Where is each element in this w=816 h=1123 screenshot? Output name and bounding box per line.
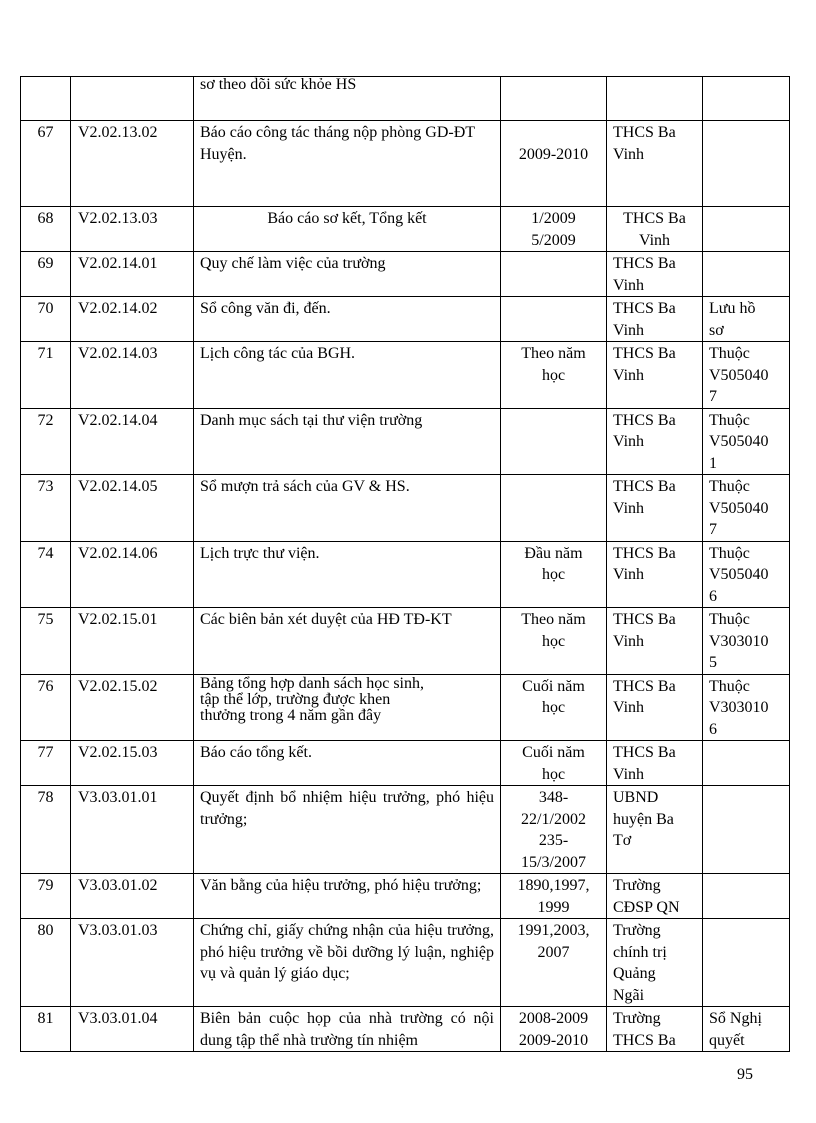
- row-unit: THCS Ba Vinh: [607, 297, 703, 342]
- row-note: [703, 252, 790, 297]
- row-content: Lịch công tác của BGH.: [194, 342, 501, 409]
- row-number: 76: [21, 674, 71, 741]
- row-code: V2.02.14.06: [71, 541, 194, 608]
- table-row: [21, 408, 790, 475]
- row-number: 81: [21, 1007, 71, 1052]
- row-code: V2.02.14.02: [71, 297, 194, 342]
- row-note: Thuộc V303010 6: [703, 674, 790, 741]
- table-row: [21, 874, 790, 919]
- row-time: 1890,1997, 1999: [501, 874, 607, 919]
- row-number: 69: [21, 252, 71, 297]
- row-content: Bảng tổng hợp danh sách học sinh, tập thể lớp, trường được khen thưởng trong 4 năm gần đây: [194, 674, 501, 741]
- row-number: 75: [21, 608, 71, 675]
- row-content: sơ theo dõi sức khỏe HS: [194, 77, 501, 121]
- row-content: Lịch trực thư viện.: [194, 541, 501, 608]
- row-note: [703, 121, 790, 207]
- row-time: Cuối năm học: [501, 741, 607, 786]
- row-note: Lưu hồ sơ: [703, 297, 790, 342]
- table-row: [21, 207, 790, 252]
- table-row: [21, 252, 790, 297]
- row-code: V3.03.01.01: [71, 786, 194, 874]
- table-row: [21, 919, 790, 1007]
- row-unit: THCS Ba Vinh: [607, 541, 703, 608]
- row-note: Thuộc V505040 7: [703, 342, 790, 409]
- row-content: Sổ mượn trả sách của GV & HS.: [194, 475, 501, 542]
- row-number: 80: [21, 919, 71, 1007]
- row-unit: THCS Ba Vinh: [607, 207, 703, 252]
- row-content: Văn bằng của hiệu trưởng, phó hiệu trưởng;: [194, 874, 501, 919]
- row-code: V2.02.15.01: [71, 608, 194, 675]
- row-content: Chứng chỉ, giấy chứng nhận của hiệu trưởng, phó hiệu trưởng về bồi dưỡng lý luận, nghiệp vụ và quản lý giáo dục;: [194, 919, 501, 1007]
- row-code: V3.03.01.04: [71, 1007, 194, 1052]
- row-code: V2.02.13.02: [71, 121, 194, 207]
- records-table: [20, 76, 790, 1052]
- row-content: Các biên bản xét duyệt của HĐ TĐ-KT: [194, 608, 501, 675]
- row-time: [501, 252, 607, 297]
- row-code: V2.02.13.03: [71, 207, 194, 252]
- row-time: 348- 22/1/2002 235- 15/3/2007: [501, 786, 607, 874]
- row-number: 74: [21, 541, 71, 608]
- row-note: Thuộc V505040 7: [703, 475, 790, 542]
- row-note: Thuộc V303010 5: [703, 608, 790, 675]
- row-content: Quyết định bổ nhiệm hiệu trưởng, phó hiệu trưởng;: [194, 786, 501, 874]
- row-content: Báo cáo tổng kết.: [194, 741, 501, 786]
- row-number: 70: [21, 297, 71, 342]
- row-note: Thuộc V505040 1: [703, 408, 790, 475]
- row-unit: THCS Ba Vinh: [607, 408, 703, 475]
- row-note: [703, 786, 790, 874]
- table-row: [21, 786, 790, 874]
- row-code: [71, 77, 194, 121]
- table-row: [21, 1007, 790, 1052]
- row-note: Sổ Nghị quyết: [703, 1007, 790, 1052]
- row-time: 1/2009 5/2009: [501, 207, 607, 252]
- row-time: Theo năm học: [501, 342, 607, 409]
- row-number: 77: [21, 741, 71, 786]
- row-number: [21, 77, 71, 121]
- row-note: [703, 741, 790, 786]
- table-row: [21, 608, 790, 675]
- row-number: 68: [21, 207, 71, 252]
- table-row: [21, 121, 790, 207]
- row-unit: THCS Ba Vinh: [607, 674, 703, 741]
- row-code: V2.02.14.05: [71, 475, 194, 542]
- row-time: [501, 77, 607, 121]
- row-unit: [607, 77, 703, 121]
- row-number: 79: [21, 874, 71, 919]
- row-unit: UBND huyện Ba Tơ: [607, 786, 703, 874]
- row-content: Báo cáo sơ kết, Tổng kết: [194, 207, 501, 252]
- row-code: V2.02.14.04: [71, 408, 194, 475]
- row-note: [703, 919, 790, 1007]
- row-time: 1991,2003, 2007: [501, 919, 607, 1007]
- table-row: [21, 741, 790, 786]
- row-content: Danh mục sách tại thư viện trường: [194, 408, 501, 475]
- row-time: Đầu năm học: [501, 541, 607, 608]
- row-number: 72: [21, 408, 71, 475]
- row-unit: Trường chính trị Quảng Ngãi: [607, 919, 703, 1007]
- row-time: [501, 475, 607, 542]
- row-code: V2.02.14.03: [71, 342, 194, 409]
- page-number: 95: [737, 1066, 753, 1083]
- row-unit: THCS Ba Vinh: [607, 342, 703, 409]
- row-note: [703, 207, 790, 252]
- row-unit: THCS Ba Vinh: [607, 608, 703, 675]
- table-row: [21, 342, 790, 409]
- table-row: [21, 541, 790, 608]
- row-unit: THCS Ba Vinh: [607, 741, 703, 786]
- row-time: Theo năm học: [501, 608, 607, 675]
- row-unit: Trường THCS Ba: [607, 1007, 703, 1052]
- row-code: V3.03.01.02: [71, 874, 194, 919]
- table-row: [21, 674, 790, 741]
- row-content: Báo cáo công tác tháng nộp phòng GD-ĐT Huyện.: [194, 121, 501, 207]
- row-number: 71: [21, 342, 71, 409]
- row-time: [501, 297, 607, 342]
- row-number: 67: [21, 121, 71, 207]
- row-unit: THCS Ba Vinh: [607, 121, 703, 207]
- row-code: V2.02.14.01: [71, 252, 194, 297]
- row-number: 73: [21, 475, 71, 542]
- row-note: [703, 77, 790, 121]
- row-code: V2.02.15.02: [71, 674, 194, 741]
- row-time: Cuối năm học: [501, 674, 607, 741]
- row-time: 2009-2010: [501, 121, 607, 207]
- row-code: V2.02.15.03: [71, 741, 194, 786]
- row-content: Quy chế làm việc của trường: [194, 252, 501, 297]
- table-row: [21, 77, 790, 121]
- row-content: Sổ công văn đi, đến.: [194, 297, 501, 342]
- row-time: [501, 408, 607, 475]
- row-time: 2008-2009 2009-2010: [501, 1007, 607, 1052]
- row-content: Biên bản cuộc họp của nhà trường có nội dung tập thể nhà trường tín nhiệm: [194, 1007, 501, 1052]
- row-code: V3.03.01.03: [71, 919, 194, 1007]
- row-note: Thuộc V505040 6: [703, 541, 790, 608]
- table-row: [21, 475, 790, 542]
- row-note: [703, 874, 790, 919]
- row-number: 78: [21, 786, 71, 874]
- row-unit: THCS Ba Vinh: [607, 252, 703, 297]
- row-unit: THCS Ba Vinh: [607, 475, 703, 542]
- table-row: [21, 297, 790, 342]
- row-unit: Trường CĐSP QN: [607, 874, 703, 919]
